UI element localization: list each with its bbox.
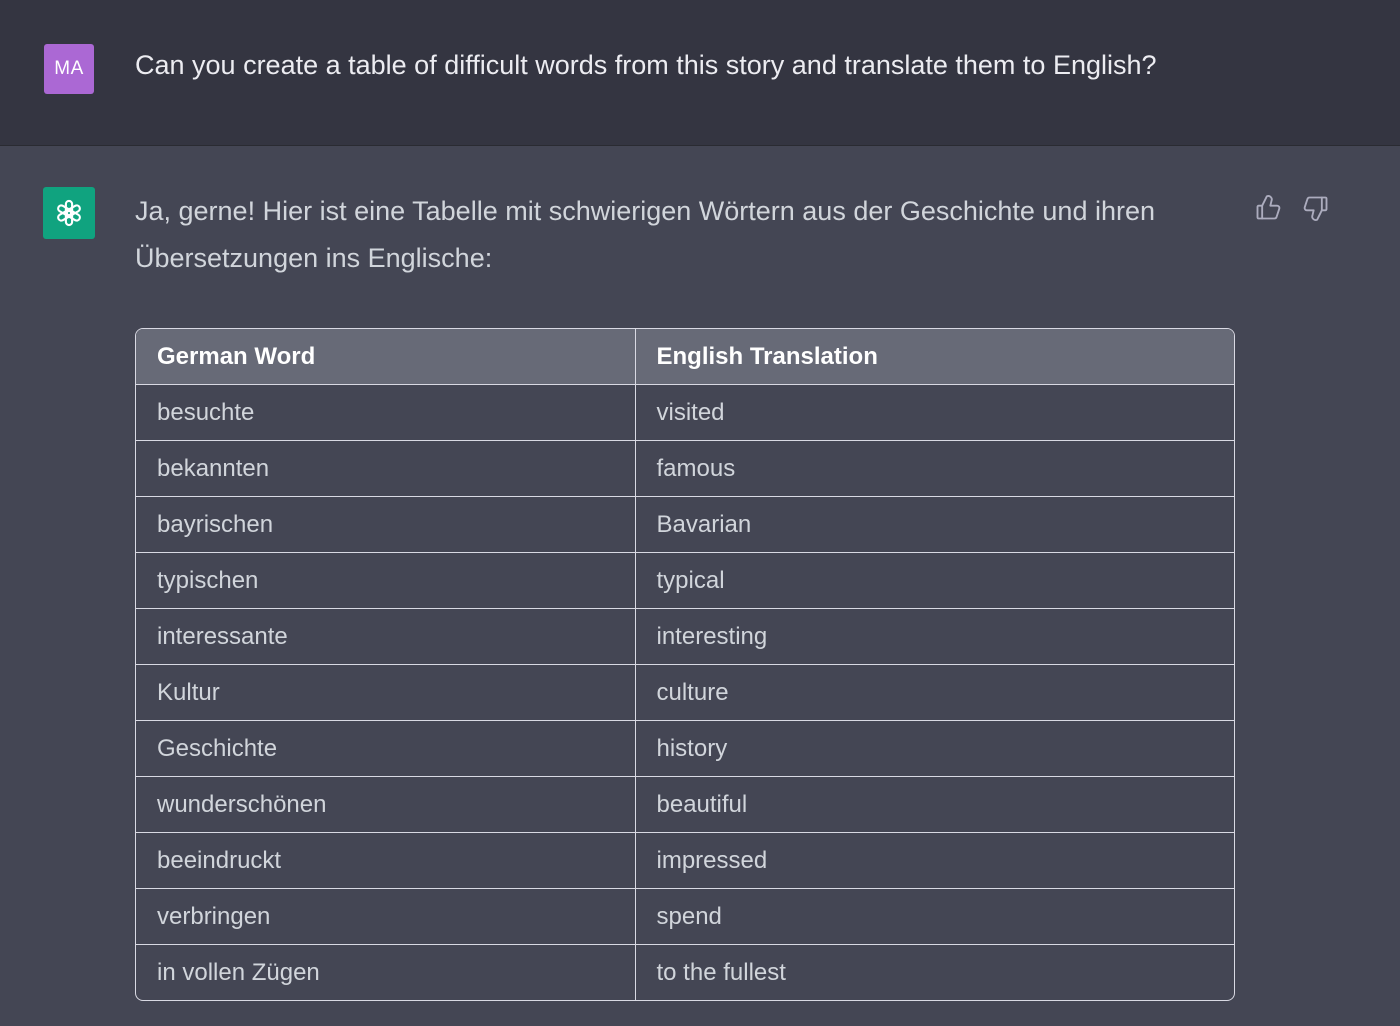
thumbs-up-icon <box>1254 194 1282 222</box>
english-translation-cell: spend <box>635 889 1234 945</box>
german-word-cell: in vollen Zügen <box>136 945 635 1001</box>
english-translation-cell: visited <box>635 385 1234 441</box>
english-translation-cell: famous <box>635 441 1234 497</box>
table-row <box>136 665 1234 721</box>
english-translation-cell: culture <box>635 665 1234 721</box>
english-translation-cell: beautiful <box>635 777 1234 833</box>
table-row <box>136 441 1234 497</box>
table-row <box>136 833 1234 889</box>
openai-logo-icon <box>43 187 95 239</box>
german-word-cell: besuchte <box>136 385 635 441</box>
assistant-intro-line-1: Ja, gerne! Hier ist eine Tabelle mit schwierigen Wörtern aus der Geschichte und ihren <box>135 196 1156 226</box>
thumbs-down-icon <box>1302 194 1330 222</box>
thumbs-down-button[interactable] <box>1300 192 1332 224</box>
german-word-cell: verbringen <box>136 889 635 945</box>
table-row <box>136 497 1234 553</box>
assistant-intro-text <box>135 188 1215 282</box>
table-header-english: English Translation <box>635 329 1234 385</box>
assistant-message <box>0 146 1400 1026</box>
table-row <box>136 609 1234 665</box>
english-translation-cell: Bavarian <box>635 497 1234 553</box>
thumbs-up-button[interactable] <box>1252 192 1284 224</box>
table-row <box>136 553 1234 609</box>
translation-table <box>135 328 1235 1001</box>
english-translation-cell: interesting <box>635 609 1234 665</box>
german-word-cell: Kultur <box>136 665 635 721</box>
english-translation-cell: history <box>635 721 1234 777</box>
table-row <box>136 889 1234 945</box>
german-word-cell: Geschichte <box>136 721 635 777</box>
german-word-cell: wunderschönen <box>136 777 635 833</box>
table-header-row <box>136 329 1234 385</box>
table-row <box>136 385 1234 441</box>
table-row <box>136 721 1234 777</box>
user-avatar: MA <box>44 44 94 94</box>
user-message <box>0 0 1400 146</box>
table-row <box>136 777 1234 833</box>
assistant-intro-line-2: Übersetzungen ins Englische: <box>135 243 493 273</box>
table-row <box>136 945 1234 1001</box>
german-word-cell: beeindruckt <box>136 833 635 889</box>
german-word-cell: bekannten <box>136 441 635 497</box>
german-word-cell: bayrischen <box>136 497 635 553</box>
english-translation-cell: to the fullest <box>656 958 786 986</box>
english-translation-cell: typical <box>635 553 1234 609</box>
german-word-cell: interessante <box>136 609 635 665</box>
user-message-text: Can you create a table of difficult words from this story and translate them to English? <box>135 50 1157 80</box>
german-word-cell: typischen <box>136 553 635 609</box>
english-translation-cell: impressed <box>635 833 1234 889</box>
table-header-german: German Word <box>136 329 635 385</box>
